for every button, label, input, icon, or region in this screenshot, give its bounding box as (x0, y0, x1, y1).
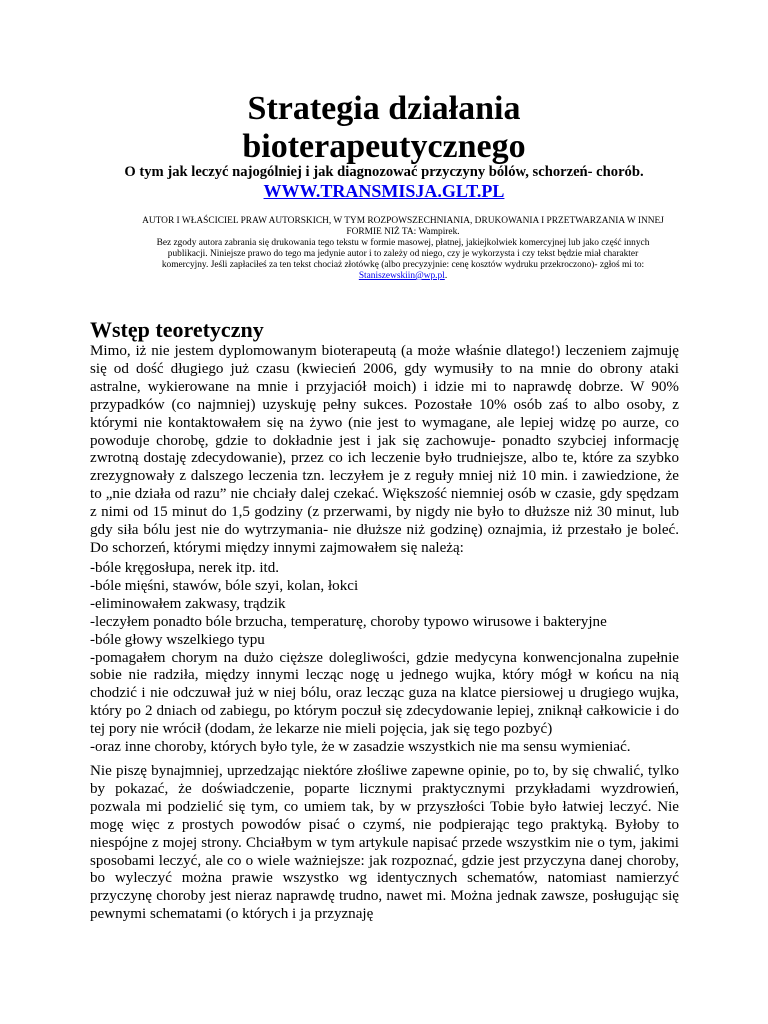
website-link[interactable]: WWW.TRANSMISJA.GLT.PL (263, 181, 505, 201)
copyright-notice (138, 216, 668, 282)
notice-line: publikacji. Niniejsze prawo do tego ma jedynie autor i to zależy od niego, czy je wykorzysta i czy tekst będzie miał charakter (167, 249, 639, 259)
paragraph-text: Nie piszę bynajmniej, uprzedzając niektóre złośliwe zapewne opinie, po to, by się chwalić, tylko by pokazać, że doświadczenie, poparte licznymi praktycznymi przykładami wyzdrowień, pozwala mi podzielić się tym, co umiem tak, by w przyszłości Tobie było łatwiej leczyć. Nie mogę więc z prostych powodów pisać o czymś, nie podpierając tego praktyką. Byłoby to niespójne z mojej strony. Chciałbym w tym artykule napisać przede wszystkim nie o tym, jakimi sposobami leczyć, ale co o wiele ważniejsze: jak rozpoznać, gdzie jest przyczyna danej choroby, bo wyleczyć można prawie wszystko wg identycznych schematów, natomiast namierzyć przyczynę choroby jest nieraz naprawdę trudno, nawet mi. Można jednak zawsze, posługując się pewnymi schematami (o których i ja przyznaję (90, 763, 679, 923)
list-item: -bóle kręgosłupa, nerek itp. itd. (90, 560, 280, 576)
list-item: -eliminowałem zakwasy, trądzik (90, 595, 286, 612)
document-title-line-1: Strategia działania (247, 90, 521, 127)
notice-email-line (138, 271, 668, 282)
author-email-link[interactable]: Staniszewskiin@wp.pl (358, 271, 445, 281)
list-item: -pomagałem chorym na dużo cięższe dolegliwości, gdzie medycyna konwencjonalna zupełnie sobie nie radziła, między innymi lecząc nogę u jednego wujka, który mógł w końcu na nią chodzić i nie odczuwał już w niej bólu, oraz lecząc guza na klatce piersiowej u drugiego wujka, który po 2 dniach od zabiegu, po którym poczuł się zdecydowanie lepiej, zniknął całkowicie i do tej pory nie wrócił (dodam, że lekarze nie mieli pojęcia, jak się tego pozbyć) (90, 649, 679, 738)
notice-line: AUTOR I WŁAŚCICIEL PRAW AUTORSKICH, W TYM ROZPOWSZECHNIANIA, DRUKOWANIA I PRZETWARZANIA W INNEJ (142, 216, 664, 226)
list-item: -bóle mięśni, stawów, bóle szyi, kolan, łokci (90, 577, 359, 594)
list-item: -bóle głowy wszelkiego typu (90, 631, 265, 648)
paragraph-text: Mimo, iż nie jestem dyplomowanym bioterapeutą (a może właśnie dlatego!) leczeniem zajmuję się od dość długiego już czasu (kwiecień 2006, gdy wymusiły to na mnie do obrony ataki astralne, wykierowane na mnie i przyjaciół moich) i idzie mi to naprawdę dobrze. W 90% przypadków (co najmniej) uzyskuję pełny sukces. Pozostałe 10% osób zaś to albo osoby, z którymi nie kontaktowałem się na żywo (nie jest to wymagane, ale lepiej widzę po aurze, co powoduje chorobę, gdzie to dokładnie jest i jak się zachowuje- ponadto szybciej informację zwrotną dostaję zdecydowanie), przez co ich leczenie było trudniejsze, albo te, które za szybko zrezygnowały z dalszego leczenia tzn. leczyłem je z reguły mniej niż 10 min. i zawiedzione, że to „nie działa od razu” nie chciały dalej czekać. Większość niemniej osób w czasie, gdy spędzam z nimi od 15 minut do 1,5 godziny (z przerwami, by nigdy nie było to dłuższe niż 30 minut, lub gdy siła bólu jest nie do wytrzymania- nie dłuższe niż godzinę) oznajmia, iż przestało je boleć. Do schorzeń, którymi między innymi zajmowałem się należą: (90, 343, 679, 556)
ailments-list (90, 560, 679, 757)
list-item: -leczyłem ponadto bóle brzucha, temperaturę, choroby typowo wirusowe i bakteryjne (90, 613, 607, 630)
section-heading: Wstęp teoretyczny (90, 317, 264, 342)
notice-line: FORMIE NIŻ TA: Wampirek. (346, 227, 460, 237)
document-subtitle: O tym jak leczyć najogólniej i jak diagnozować przyczyny bólów, schorzeń- chorób. (124, 164, 644, 180)
document-title-line-2: bioterapeutycznego (242, 128, 526, 165)
intro-paragraph (90, 343, 679, 558)
notice-line: komercyjny. Jeśli zapłaciłeś za ten tekst chociaż złotówkę (albo precyzyjnie: cenę kosztów wydruku przekroczono)- zgłoś mi to: (161, 260, 645, 270)
notice-line: Bez zgody autora zabrania się drukowania tego tekstu w formie masowej, płatnej, jakiejkolwiek komercyjnej lub jako część innych (156, 238, 650, 248)
closing-paragraph (90, 763, 679, 924)
email-suffix: . (444, 271, 448, 281)
list-item: -oraz inne choroby, których było tyle, że w zasadzie wszystkich nie ma sensu wymieniać. (90, 739, 631, 756)
